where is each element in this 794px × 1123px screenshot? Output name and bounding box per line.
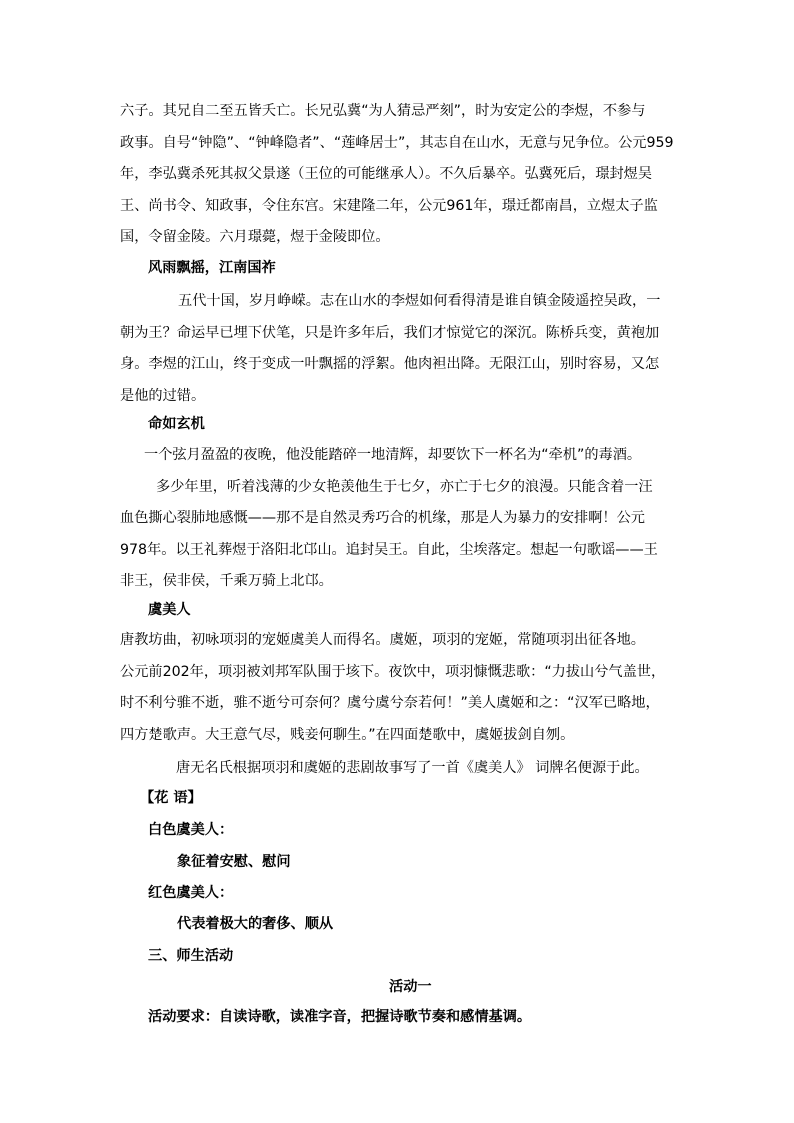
text-line: 多少年里，听着浅薄的少女艳羡他生于七夕，亦亡于七夕的浪漫。只能含着一汪: [156, 478, 653, 495]
text-line: 四方楚歌声。大王意气尽，贱妾何聊生。”在四面楚歌中，虞姬拔剑自刎。: [120, 726, 575, 743]
section-heading: 命如玄机: [148, 416, 205, 432]
text-line: 一个弦月盈盈的夜晚，他没能踏碎一地清辉，却要饮下一杯名为“牵机”的毒酒。: [144, 447, 642, 463]
text-line: 978年。以王礼葬煜于洛阳北邙山。追封吴王。自此，尘埃落定。想起一句歌谣——王: [120, 541, 658, 558]
red-poppy-label: 红色虞美人：: [148, 885, 234, 901]
paragraph-fate: [120, 440, 660, 598]
paragraph-li-yu-background: [120, 96, 674, 254]
flower-language-heading: 【花 语】: [140, 790, 202, 806]
paragraph-five-dynasties: [120, 286, 660, 412]
text-line: 血色撕心裂肺地感慨——那不是自然灵秀巧合的机缘，那是人为暴力的安排啊！公元: [120, 510, 645, 526]
section-heading: 虞美人: [148, 602, 191, 618]
red-poppy-meaning: 代表着极大的奢侈、顺从: [177, 916, 334, 932]
white-poppy-meaning: 象征着安慰、慰问: [177, 854, 291, 870]
section-heading: 三、师生活动: [148, 948, 234, 964]
text-line: 时不利兮骓不逝，骓不逝兮可奈何？虞兮虞兮奈若何！”美人虞姬和之：“汉军已略地，: [120, 695, 660, 711]
text-line: 唐无名氏根据项羽和虞姬的悲剧故事写了一首《虞美人》 词牌名便源于此。: [176, 760, 649, 776]
text-line: 朝为王？命运早已埋下伏笔，只是许多年后，我们才惊觉它的深沉。陈桥兵变，黄袍加: [120, 324, 660, 341]
text-line: 六子。其兄自二至五皆夭亡。长兄弘冀“为人猜忌严刻”，时为安定公的李煜，不参与: [120, 103, 646, 119]
activity-title: 活动一: [389, 979, 432, 995]
text-line: 五代十国，岁月峥嵘。志在山水的李煜如何看得清是谁自镇金陵遥控吴政，一: [178, 293, 661, 309]
text-line: 王、尚书令、知政事，令住东宫。宋建隆二年，公元961年，璟迁都南昌，立煜太子监: [120, 197, 658, 214]
paragraph-origin: [120, 753, 660, 785]
text-line: 身。李煜的江山，终于变成一叶飘摇的浮絮。他肉袒出降。无限江山，别时容易，又怎: [120, 356, 660, 372]
text-line: 政事。自号“钟隐”、“钟峰隐者”、“莲峰居士”，其志自在山水，无意与兄争位。公元959: [120, 134, 674, 151]
white-poppy-label: 白色虞美人：: [148, 822, 234, 838]
section-heading: 风雨飘摇，江南国祚: [148, 260, 276, 276]
text-line: 非王，侯非侯，千乘万骑上北邙。: [120, 573, 333, 589]
text-line: 唐教坊曲，初咏项羽的宠姬虞美人而得名。虞姬，项羽的宠姬，常随项羽出征各地。: [120, 632, 645, 648]
text-line: 国，令留金陵。六月璟薨，煜于金陵即位。: [120, 229, 390, 245]
text-line: 公元前202年，项羽被刘邦军队围于垓下。夜饮中，项羽慷慨悲歌：“力拔山兮气盖世，: [120, 663, 666, 680]
paragraph-yu-meiren: [120, 625, 666, 751]
text-line: 年，李弘冀杀死其叔父景遂（王位的可能继承人）。不久后暴卒。弘冀死后，璟封煜吴: [120, 166, 653, 182]
text-line: 是他的过错。: [120, 387, 206, 404]
activity-requirement: 活动要求：自读诗歌，读准字音，把握诗歌节奏和感情基调。: [148, 1009, 532, 1025]
